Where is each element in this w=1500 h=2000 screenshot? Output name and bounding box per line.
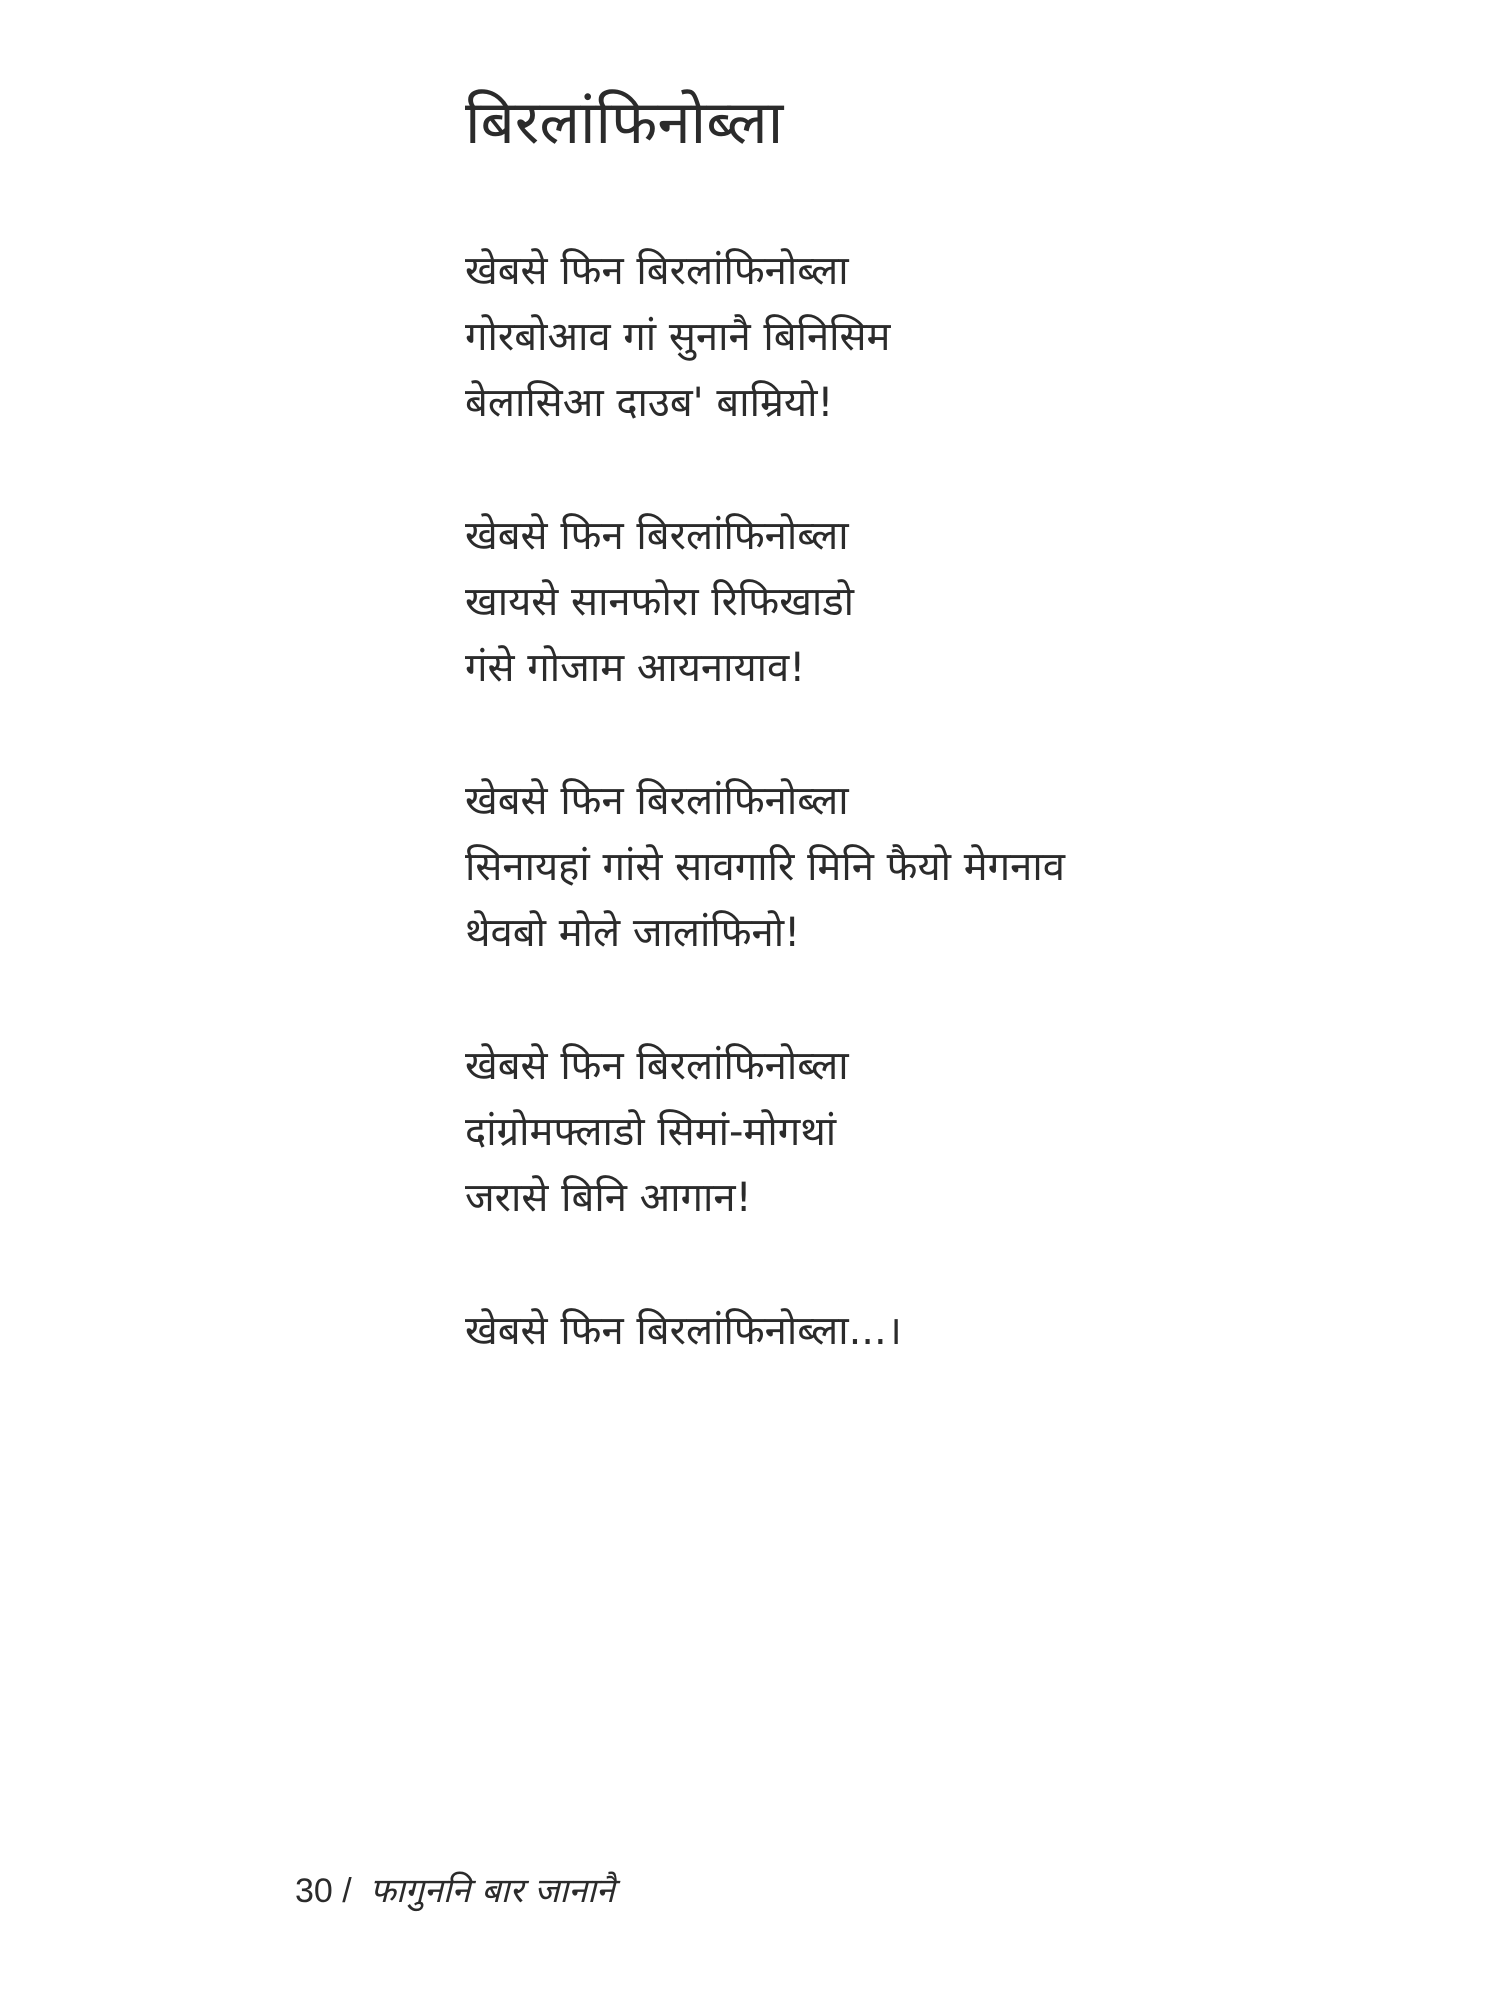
stanza-1: [465, 238, 1365, 436]
poem-line: खायसे सानफोरा रिफिखाडो: [465, 579, 855, 625]
stanza-2: [465, 503, 1365, 701]
page-footer: [295, 1866, 615, 1916]
poem-line: खेबसे फिन बिरलांफिनोब्ला: [465, 513, 849, 559]
poem-line: गंसे गोजाम आयनायाव!: [465, 645, 806, 691]
poem-body: [465, 238, 1365, 1431]
poem-line: दांग्रोमफ्लाडो सिमां-मोगथां: [465, 1109, 837, 1155]
poem-line: गोरबोआव गां सुनानै बिनिसिम: [465, 314, 891, 360]
poem-title: बिरलांफिनोब्ला: [465, 88, 784, 158]
book-title: फागुननि बार जानानै: [369, 1871, 615, 1911]
poem-line: सिनायहां गांसे सावगारि मिनि फैयो मेगनाव: [465, 844, 1065, 890]
poem-line: जरासे बिनि आगान!: [465, 1175, 752, 1221]
poem-line: थेवबो मोले जालांफिनो!: [465, 910, 801, 956]
page-number: 30 /: [295, 1872, 352, 1910]
poem-line: बेलासिआ दाउब' बाम्रियो!: [465, 380, 834, 426]
stanza-4: [465, 1033, 1365, 1231]
stanza-3: [465, 768, 1365, 966]
poem-line: खेबसे फिन बिरलांफिनोब्ला: [465, 248, 849, 294]
poem-line: खेबसे फिन बिरलांफिनोब्ला: [465, 778, 849, 824]
stanza-5: [465, 1298, 1365, 1364]
poem-line: खेबसे फिन बिरलांफिनोब्ला...।: [465, 1308, 902, 1354]
poem-line: खेबसे फिन बिरलांफिनोब्ला: [465, 1043, 849, 1089]
